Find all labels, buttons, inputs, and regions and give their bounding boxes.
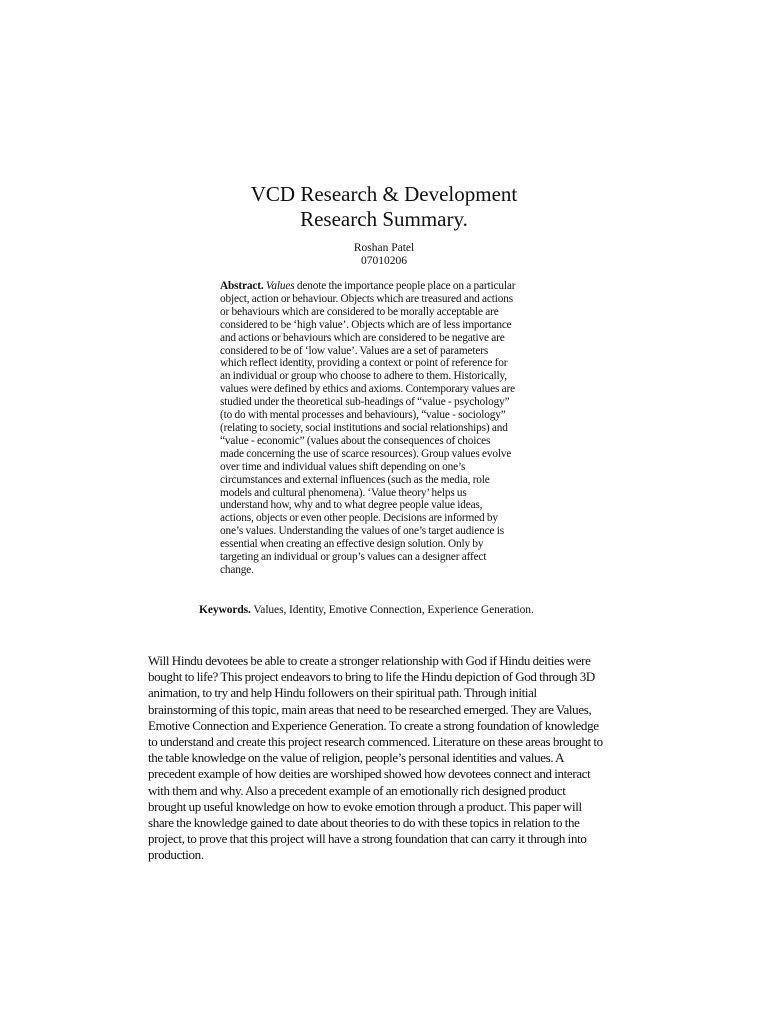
- abstract-label: Abstract.: [220, 280, 264, 292]
- document-title: VCD Research & Development: [250, 182, 518, 206]
- author-name: Roshan Patel: [353, 242, 415, 254]
- keywords-label: Keywords.: [199, 604, 251, 616]
- abstract-body: denote the importance people place on a particular object, action or behaviour. Objects which are treasured and actions or behaviours which are considered to be morally acceptable are considered to be ‘high value’. Objects which are of less importance and actions or behaviours which are considered to be negative are considered to be of ‘low value’. Values are a set of parameters which reflect identity, providing a context or point of reference for an individual or group who choose to adhere to them. Historically, values were defined by ethics and axioms. Contemporary values are studied under the theoretical sub-headings of “value - psychology” (to do with mental processes and behaviours), “value - sociology” (relating to society, social institutions and social relationships) and “value - economic” (values about the consequences of choices made concerning the use of scarce resources). Group values evolve over time and individual values shift depending on one’s circumstances and external influences (such as the media, role models and cultural phenomena). ‘Value theory’ helps us understand how, why and to what degree people value ideas, actions, objects or even other people. Decisions are informed by one’s values. Understanding the values of one’s target audience is essential when creating an effective design solution. Only by targeting an individual or group’s values can a designer affect change.: [220, 280, 516, 576]
- keywords-text: Values, Identity, Emotive Connection, Experience Generation.: [250, 604, 534, 616]
- document-subtitle: Research Summary.: [300, 207, 468, 231]
- author-id: 07010206: [361, 255, 407, 267]
- intro-paragraph: Will Hindu devotees be able to create a stronger relationship with God if Hindu deities were bought to life? This project endeavors to bring to life the Hindu depiction of God through 3D animation, to try and help Hindu followers on their spiritual path. Through initial brainstorming of this topic, main areas that need to be researched emerged. They are Values, Emotive Connection and Experience Generation. To create a strong foundation of knowledge to understand and create this project research commenced. Literature on these areas brought to the table knowledge on the value of religion, people’s personal identities and values. A precedent example of how deities are worshiped showed how devotees connect and interact with them and why. Also a precedent example of an emotionally rich designed product brought up useful knowledge on how to evoke emotion through a product. This paper will share the knowledge gained to date about theories to do with these topics in relation to the project, to prove that this project will have a strong foundation that can carry it through into production.: [148, 653, 603, 863]
- abstract: [220, 280, 516, 577]
- keywords: [199, 603, 619, 617]
- abstract-lead-word: Values: [265, 280, 295, 292]
